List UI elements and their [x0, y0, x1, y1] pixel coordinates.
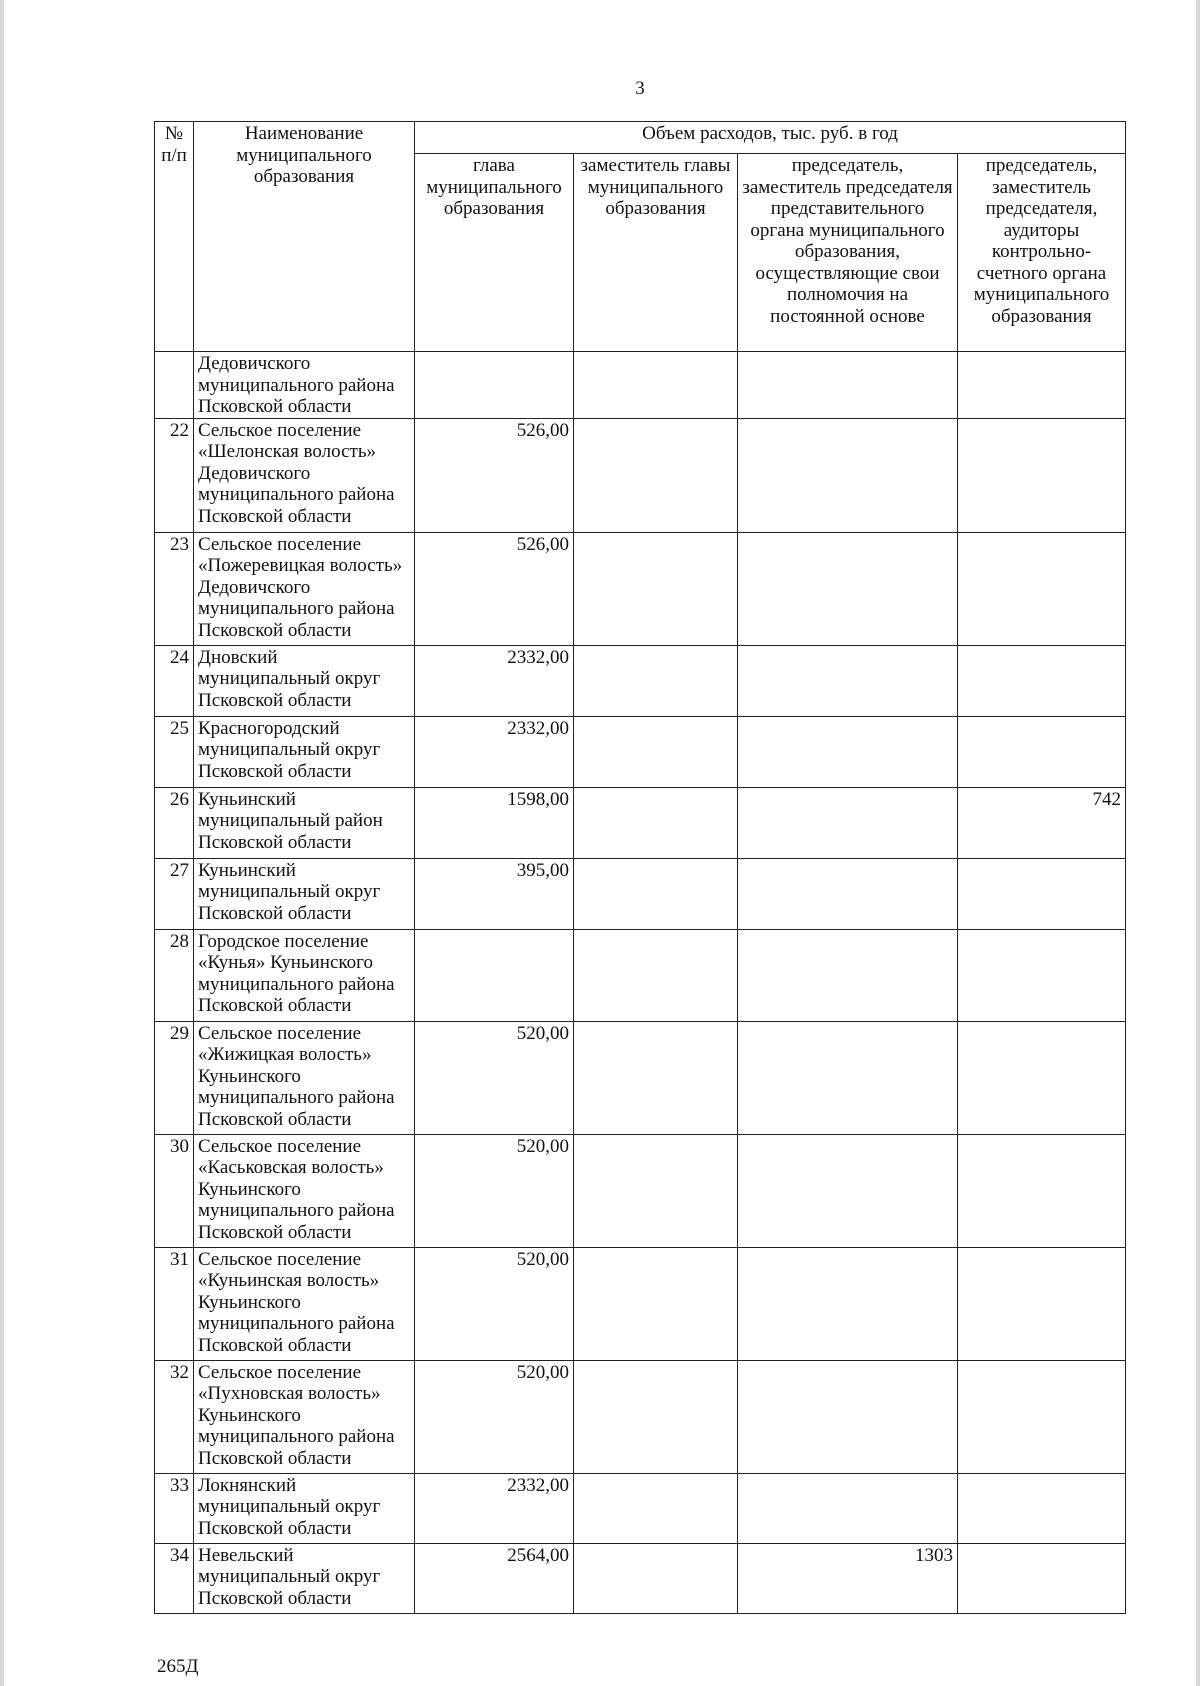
row-chair-value: [738, 1021, 958, 1134]
header-representative-chair: председатель, заместитель председателя представительного органа муниципального образования, осуществляющие свои полномочия на постоянной основе: [738, 154, 958, 352]
row-audit-value: [958, 716, 1126, 787]
row-name: Сельское поселение «Каськовская волость» Куньинского муниципального района Псковской области: [194, 1134, 415, 1247]
row-name: Красногородский муниципальный округ Псковской области: [194, 716, 415, 787]
row-head-value: 520,00: [415, 1021, 574, 1134]
row-number: 26: [155, 787, 194, 858]
row-audit-value: 742: [958, 787, 1126, 858]
row-audit-value: [958, 418, 1126, 532]
row-name: Сельское поселение «Жижицкая волость» Куньинского муниципального района Псковской области: [194, 1021, 415, 1134]
row-deputy-value: [574, 858, 738, 929]
row-audit-value: [958, 532, 1126, 645]
row-name: Куньинский муниципальный район Псковской области: [194, 787, 415, 858]
row-head-value: 2332,00: [415, 716, 574, 787]
row-head-value: 1598,00: [415, 787, 574, 858]
row-head-value: [415, 929, 574, 1021]
row-name: Городское поселение «Кунья» Куньинского муниципального района Псковской области: [194, 929, 415, 1021]
row-number: 28: [155, 929, 194, 1021]
row-number: 29: [155, 1021, 194, 1134]
row-chair-value: [738, 1134, 958, 1247]
table-row: [155, 1247, 1126, 1360]
header-audit-chair: председатель, заместитель председателя, аудиторы контрольно-счетного органа муниципального образования: [958, 154, 1126, 352]
header-head: глава муниципального образования: [415, 154, 574, 352]
row-head-value: 526,00: [415, 532, 574, 645]
row-deputy-value: [574, 418, 738, 532]
row-deputy-value: [574, 1543, 738, 1613]
row-number: 25: [155, 716, 194, 787]
table-row: [155, 858, 1126, 929]
row-name: Сельское поселение «Пожеревицкая волость» Дедовичского муниципального района Псковской области: [194, 532, 415, 645]
table-row: [155, 1543, 1126, 1613]
row-deputy-value: [574, 1360, 738, 1473]
expenses-table: [154, 121, 1126, 1614]
row-head-value: 2332,00: [415, 645, 574, 716]
table-row: [155, 645, 1126, 716]
row-number: 34: [155, 1543, 194, 1613]
row-chair-value: [738, 532, 958, 645]
row-number: 31: [155, 1247, 194, 1360]
row-deputy-value: [574, 1247, 738, 1360]
document-code: 265Д: [157, 1656, 199, 1677]
row-chair-value: 1303: [738, 1543, 958, 1613]
header-deputy-head: заместитель главы муниципального образования: [574, 154, 738, 352]
row-name: Куньинский муниципальный округ Псковской области: [194, 858, 415, 929]
table-row: [155, 352, 1126, 419]
row-audit-value: [958, 1021, 1126, 1134]
row-deputy-value: [574, 1021, 738, 1134]
table-row: [155, 1360, 1126, 1473]
header-name: Наименование муниципального образования: [194, 122, 415, 352]
row-head-value: 520,00: [415, 1360, 574, 1473]
table-row: [155, 1473, 1126, 1543]
row-deputy-value: [574, 1473, 738, 1543]
row-head-value: 395,00: [415, 858, 574, 929]
row-chair-value: [738, 1360, 958, 1473]
row-chair-value: [738, 645, 958, 716]
row-deputy-value: [574, 352, 738, 419]
row-name: Сельское поселение «Шелонская волость» Дедовичского муниципального района Псковской области: [194, 418, 415, 532]
row-number: 30: [155, 1134, 194, 1247]
row-head-value: [415, 352, 574, 419]
table-row: [155, 716, 1126, 787]
row-audit-value: [958, 858, 1126, 929]
row-deputy-value: [574, 1134, 738, 1247]
row-chair-value: [738, 418, 958, 532]
row-audit-value: [958, 929, 1126, 1021]
row-deputy-value: [574, 787, 738, 858]
row-chair-value: [738, 1247, 958, 1360]
row-name: Сельское поселение «Куньинская волость» Куньинского муниципального района Псковской области: [194, 1247, 415, 1360]
row-deputy-value: [574, 645, 738, 716]
table-row: [155, 1021, 1126, 1134]
header-expense-group: Объем расходов, тыс. руб. в год: [415, 122, 1126, 154]
row-name: Сельское поселение «Пухновская волость» Куньинского муниципального района Псковской области: [194, 1360, 415, 1473]
table-row: [155, 929, 1126, 1021]
table-row: [155, 418, 1126, 532]
row-audit-value: [958, 1360, 1126, 1473]
row-number: 27: [155, 858, 194, 929]
table-row: [155, 787, 1126, 858]
row-chair-value: [738, 1473, 958, 1543]
row-number: 33: [155, 1473, 194, 1543]
row-head-value: 2564,00: [415, 1543, 574, 1613]
row-number: 22: [155, 418, 194, 532]
row-head-value: 520,00: [415, 1247, 574, 1360]
row-audit-value: [958, 1473, 1126, 1543]
row-number: 32: [155, 1360, 194, 1473]
row-head-value: 526,00: [415, 418, 574, 532]
row-deputy-value: [574, 929, 738, 1021]
row-number: 23: [155, 532, 194, 645]
row-head-value: 2332,00: [415, 1473, 574, 1543]
row-number: [155, 352, 194, 419]
row-head-value: 520,00: [415, 1134, 574, 1247]
row-audit-value: [958, 1134, 1126, 1247]
row-name: Дновский муниципальный округ Псковской области: [194, 645, 415, 716]
row-number: 24: [155, 645, 194, 716]
header-number: № п/п: [155, 122, 194, 352]
row-audit-value: [958, 352, 1126, 419]
row-deputy-value: [574, 716, 738, 787]
table-row: [155, 532, 1126, 645]
row-chair-value: [738, 716, 958, 787]
row-audit-value: [958, 645, 1126, 716]
table-row: [155, 1134, 1126, 1247]
row-name: Невельский муниципальный округ Псковской области: [194, 1543, 415, 1613]
scan-edge-left: [0, 0, 4, 1686]
row-chair-value: [738, 858, 958, 929]
row-chair-value: [738, 787, 958, 858]
row-chair-value: [738, 929, 958, 1021]
row-name: Локнянский муниципальный округ Псковской области: [194, 1473, 415, 1543]
scan-edge-right: [1196, 0, 1200, 1686]
row-deputy-value: [574, 532, 738, 645]
row-audit-value: [958, 1247, 1126, 1360]
row-audit-value: [958, 1543, 1126, 1613]
row-name: Дедовичского муниципального района Псковской области: [194, 352, 415, 419]
row-chair-value: [738, 352, 958, 419]
page-number: 3: [635, 78, 645, 99]
